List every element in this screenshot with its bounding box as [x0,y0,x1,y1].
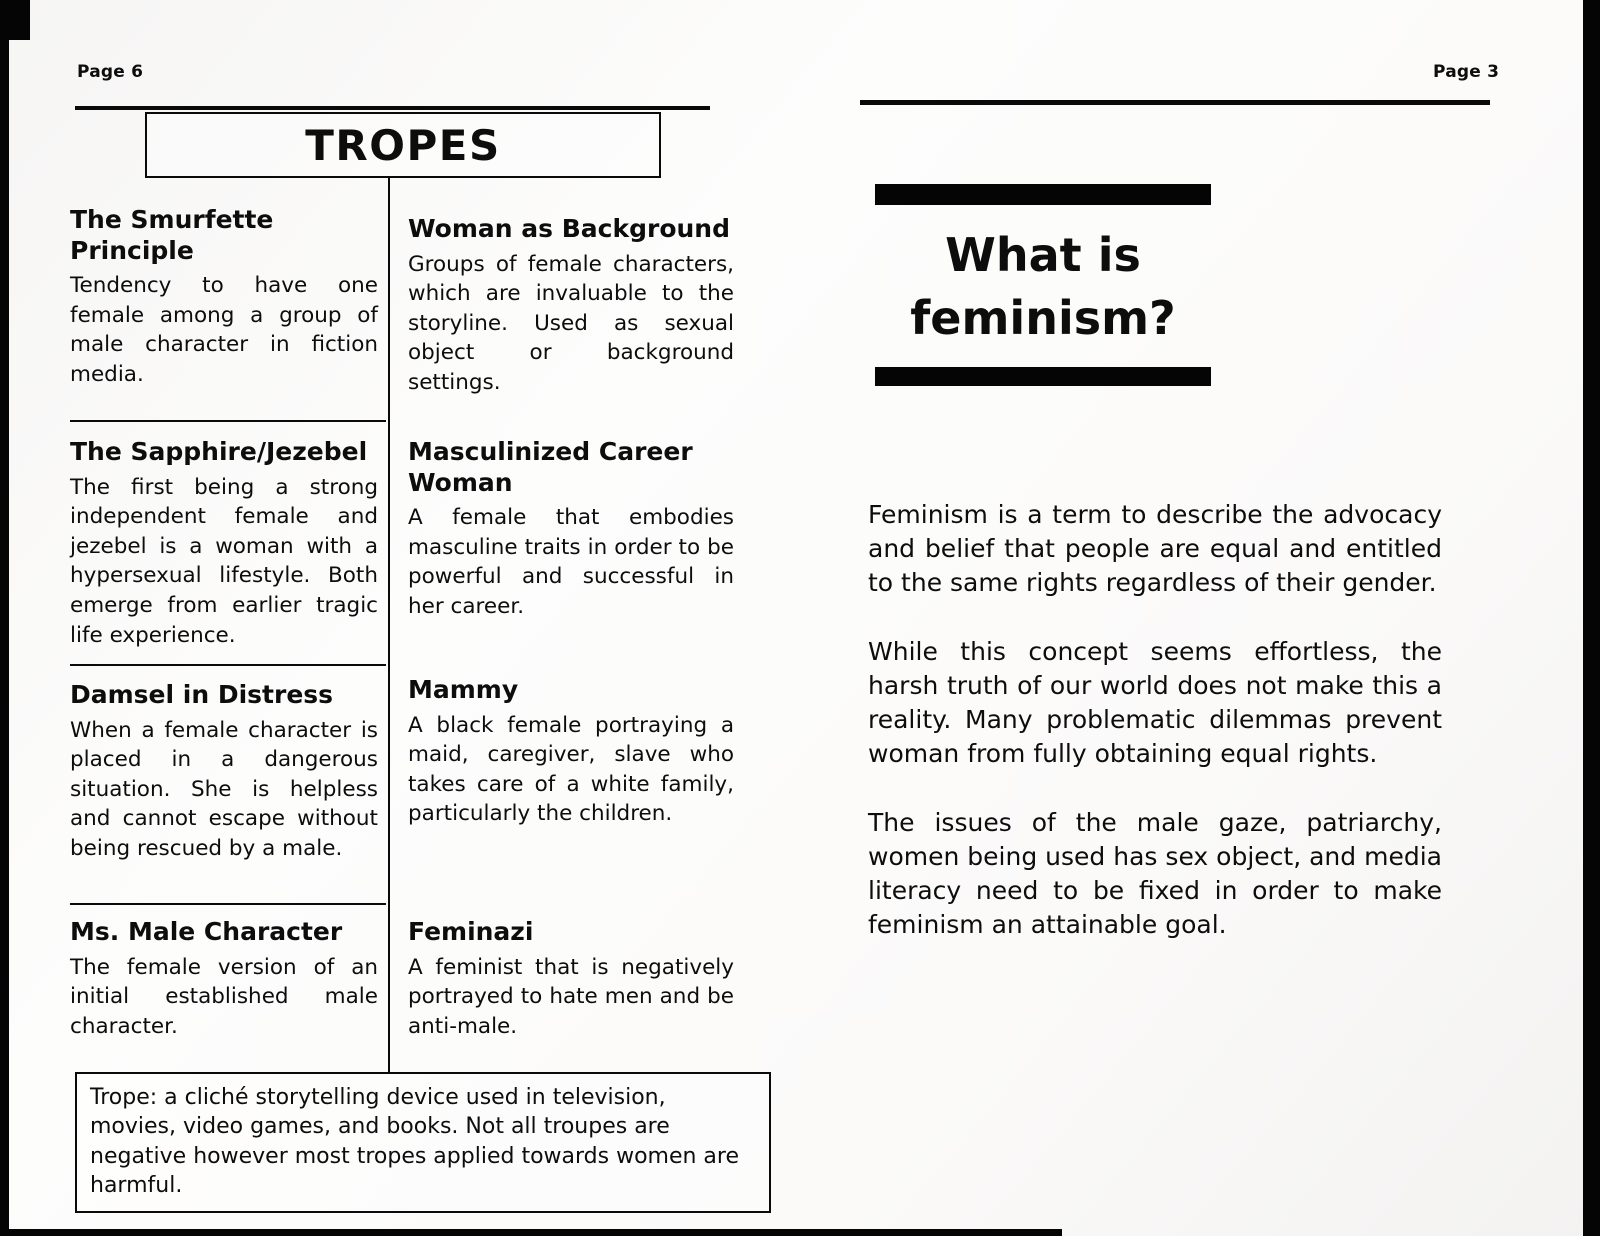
row-separator [70,664,386,666]
feminism-title-line1: What is [945,228,1141,282]
trope-body: When a female character is placed in a dangerous situation. She is helpless and cannot escape without being rescued by a male. [70,717,378,862]
trope-sapphire-jezebel [70,437,378,650]
title-bar-top [875,184,1211,205]
scan-edge-bottom [0,1229,1062,1236]
trope-body: A feminist that is negatively portrayed to hate men and be anti-male. [408,954,734,1039]
trope-body: The female version of an initial established male character. [70,954,378,1039]
feminism-title-line2: feminism? [910,291,1176,346]
trope-heading: Mammy [408,675,519,704]
trope-smurfette-principle [70,205,378,390]
trope-body: A female that embodies masculine traits in order to be powerful and successful in her career. [408,505,734,619]
trope-body: A black female portraying a maid, caregiver, slave who takes care of a white family, particularly the children. [408,712,734,827]
column-divider [388,178,390,1072]
scan-corner-top-left [0,0,30,40]
trope-woman-as-background [408,214,734,398]
trope-mammy [408,675,734,829]
trope-damsel-in-distress [70,680,378,864]
row-separator [70,903,386,905]
trope-ms-male-character [70,917,378,1041]
trope-heading: Damsel in Distress [70,680,334,709]
page-number-right: Page 3 [1433,62,1500,82]
trope-heading: Masculinized Career Woman [408,437,693,497]
feminism-body [868,498,1442,977]
trope-heading: Ms. Male Character [70,917,343,946]
scan-edge-left [0,0,9,1236]
page-number-left: Page 6 [77,62,144,82]
top-rule-right [860,100,1490,105]
trope-heading: Feminazi [408,917,534,946]
feminism-title [875,224,1211,350]
row-separator [70,420,386,422]
trope-heading: The Smurfette Principle [70,205,274,265]
trope-heading: The Sapphire/Jezebel [70,437,368,466]
trope-feminazi [408,917,734,1041]
trope-body: Groups of female characters, which are invaluable to the storyline. Used as sexual object or background settings. [408,251,734,396]
title-bar-bottom [875,367,1211,386]
feminism-paragraph: The issues of the male gaze, patriarchy, women being used has sex object, and media literacy need to be fixed in order to make feminism an attainable goal. [868,808,1442,939]
trope-definition-text: Trope: a cliché storytelling device used in television, movies, video games, and books. Not all troupes are negative however most tropes applied towards women are harmful. [90,1085,740,1198]
feminism-paragraph: While this concept seems effortless, the harsh truth of our world does not make this a reality. Many problematic dilemmas prevent woman from fully obtaining equal rights. [868,637,1442,768]
tropes-title-box [145,112,661,178]
trope-definition-box [75,1072,771,1213]
scan-edge-right [1583,0,1600,1236]
trope-body: Tendency to have one female among a group of male character in fiction media. [70,273,378,387]
trope-masculinized-career-woman [408,437,734,622]
tropes-title: TROPES [305,120,501,170]
feminism-paragraph: Feminism is a term to describe the advocacy and belief that people are equal and entitled to the same rights regardless of their gender. [868,500,1442,597]
trope-body: The first being a strong independent female and jezebel is a woman with a hypersexual lifestyle. Both emerge from earlier tragic life experience. [70,474,378,648]
trope-heading: Woman as Background [408,214,730,243]
top-rule-left [75,106,710,110]
